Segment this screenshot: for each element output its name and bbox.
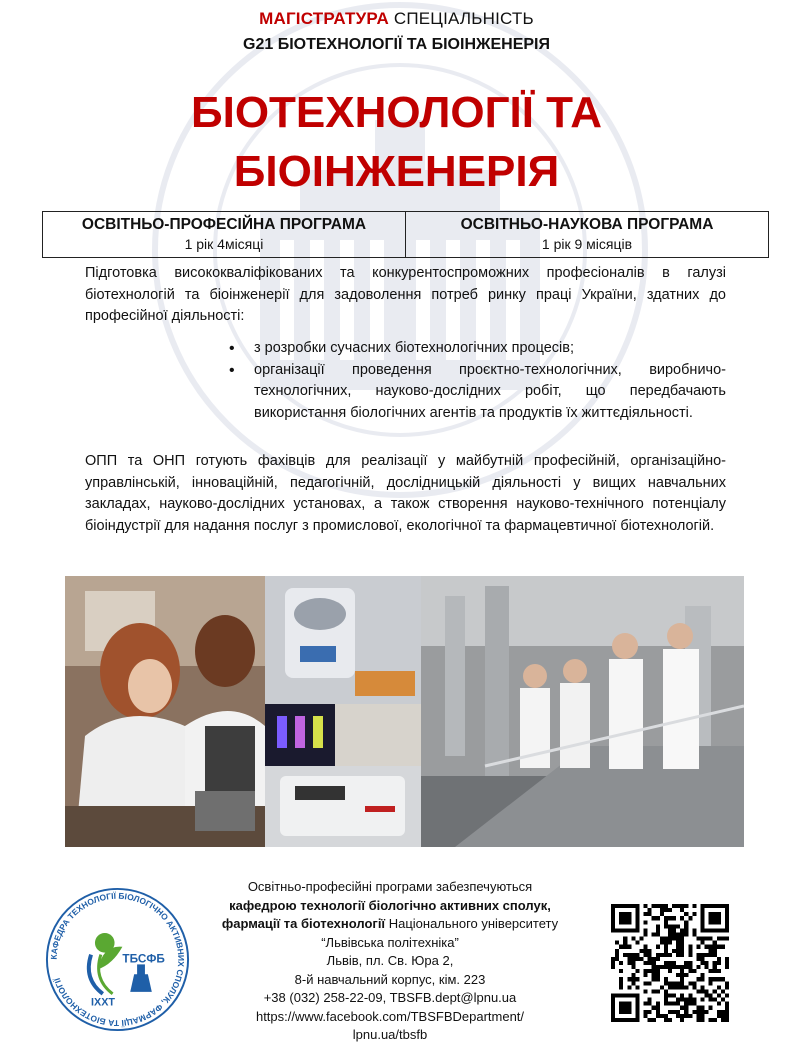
department-logo — [44, 886, 191, 1033]
title-line-1: БІОТЕХНОЛОГІЇ ТА — [190, 88, 603, 137]
degree-label: МАГІСТРАТУРА — [259, 9, 389, 28]
logo-ring-text: КАФЕДРА ТЕХНОЛОГІЇ БІОЛОГІЧНО АКТИВНИХ СПОЛУК, ФАРМАЦІЇ ТА БІОТЕХНОЛОГІЇ — [48, 890, 187, 1029]
program-name: ОСВІТНЬО-НАУКОВА ПРОГРАМА — [460, 216, 714, 233]
contact-intro: Освітньо-професійні програми забезпечуються — [247, 879, 533, 894]
factory-visit-photo — [421, 576, 744, 847]
degree-heading — [0, 9, 793, 29]
svg-text:КАФЕДРА ТЕХНОЛОГІЇ БІОЛОГІЧНО — [49, 891, 187, 1029]
page-title — [0, 83, 793, 201]
title-line-2: БІОІНЖЕНЕРІЯ — [233, 147, 560, 196]
list-item: • з розробки сучасних біотехнологічних процесів; — [231, 338, 726, 360]
programs-table — [42, 211, 769, 258]
program-duration: 1 рік 9 місяців — [541, 236, 633, 252]
program-duration: 1 рік 4місяці — [184, 236, 264, 252]
department-name-line-2: фармації та біотехнології — [221, 916, 386, 931]
phone-email: +38 (032) 258-22-09, TBSFB.dept@lpnu.ua — [263, 990, 517, 1005]
facebook-link[interactable]: https://www.facebook.com/TBSFBDepartment/ — [255, 1008, 525, 1024]
qr-code[interactable] — [611, 904, 729, 1022]
building-room: 8-й навчальний корпус, кім. 223 — [294, 971, 486, 987]
website-link[interactable]: lpnu.ua/tbsfb — [352, 1027, 428, 1042]
speciality-code-line: G21 БІОТЕХНОЛОГІЇ ТА БІОІНЖЕНЕРІЯ — [243, 36, 550, 53]
university-label: Національного університету — [385, 916, 559, 931]
conclusion-paragraph: ОПП та ОНП готують фахівців для реалізації у майбутній професійній, організаційно-управлінській, інноваційній, педагогічній, дослідницькій діяльності у вищих навчальних закладах, науково-дослідних установах, а також створення науково-технічного потенціалу біоіндустрії для надання послуг з промислової, екологічної та фармацевтичної біотехнологій. — [85, 453, 726, 534]
lab-students-photo — [65, 576, 265, 847]
list-item: • організації проведення проєктно-технологічних, виробничо-технологічних, науково-дослідних робіт, що передбачають використання біологічних агентів та продуктів їх життєдіяльності. — [231, 360, 726, 425]
logo-university-abbreviation: IXXT — [91, 996, 115, 1009]
speciality-word: СПЕЦІАЛЬНІСТЬ — [393, 9, 534, 28]
program-name: ОСВІТНЬО-ПРОФЕСІЙНА ПРОГРАМА — [81, 216, 367, 233]
logo-abbreviation: ТБСФБ — [122, 952, 165, 966]
program-cell — [406, 212, 769, 258]
activities-list — [231, 338, 726, 424]
address: Львів, пл. Св. Юра 2, — [326, 953, 454, 968]
contact-block — [200, 878, 580, 1045]
photo-collage — [65, 576, 744, 847]
lab-equipment-photos — [265, 576, 421, 847]
intro-paragraph: Підготовка висококваліфікованих та конкурентоспроможних професіоналів в галузі біотехнологій та біоінженерії для задоволення потреб ринку праці України, здатних до професійної діяльності: — [85, 265, 726, 324]
department-name-line-1: кафедрою технології біологічно активних сполук, — [229, 897, 551, 913]
program-cell — [43, 212, 406, 258]
university-name: “Львівська політехніка” — [321, 934, 459, 950]
